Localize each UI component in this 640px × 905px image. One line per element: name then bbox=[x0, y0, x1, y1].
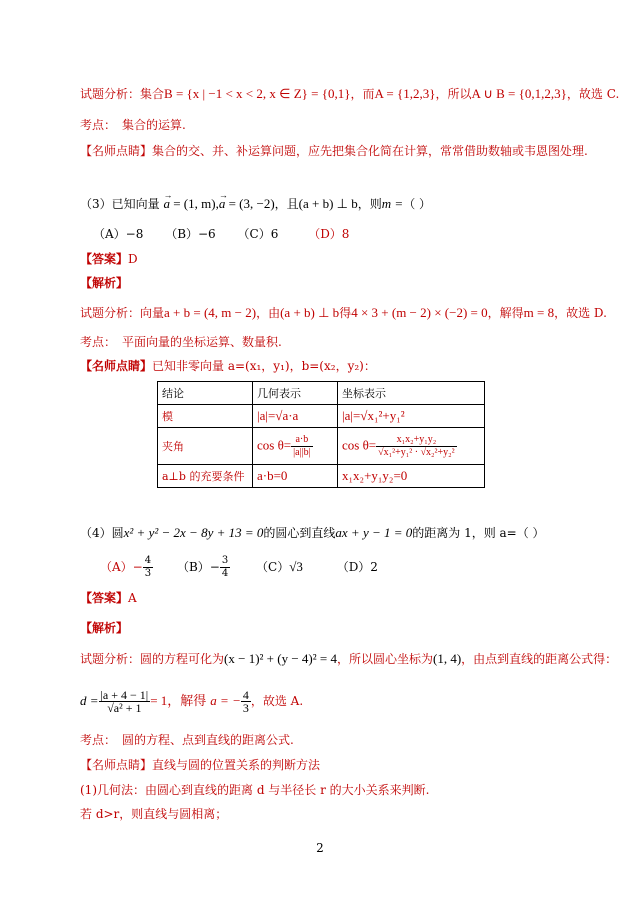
analysis-text: 得 bbox=[339, 306, 352, 320]
result-fraction bbox=[241, 689, 251, 714]
option-c-label: （C） bbox=[256, 560, 290, 574]
tip-text: 集合的交、并、补运算问题，应先把集合化简在计算，常常借助数轴或韦恩图处理. bbox=[152, 144, 588, 158]
analysis-text: ，所以圆心坐标为 bbox=[336, 652, 433, 666]
q3-unknown: m = bbox=[381, 196, 404, 211]
fraction bbox=[376, 434, 457, 459]
q4-stem-text: 的距离为 1，则 a=（ ） bbox=[412, 526, 545, 540]
distance-fraction bbox=[99, 689, 151, 714]
q2-tip bbox=[80, 143, 588, 159]
table-header: 几何表示 bbox=[253, 382, 338, 405]
fraction-numerator: 4 bbox=[144, 555, 152, 566]
kaodian-label: 考点： bbox=[80, 335, 117, 349]
vector-b-value: = (3, −2) bbox=[225, 196, 275, 211]
cos-theta: cos θ= bbox=[342, 436, 377, 452]
option-a-fraction bbox=[143, 555, 153, 580]
q4-answer bbox=[80, 590, 137, 606]
q4-kaodian bbox=[80, 732, 294, 748]
q3-tip bbox=[80, 358, 376, 374]
circle-equation: x² + y² − 2x − 8y + 13 = 0 bbox=[123, 525, 264, 540]
option-c-value: √3 bbox=[289, 559, 303, 574]
q2-kaodian bbox=[80, 117, 186, 133]
table-cell bbox=[253, 428, 338, 465]
analysis-text: ，由 bbox=[256, 306, 281, 320]
q2-formula-union: A ∪ B = {0,1,2,3} bbox=[471, 86, 567, 101]
distance-equation: = 1，解得 bbox=[150, 693, 207, 708]
vector-a-value: = (1, m), bbox=[169, 196, 219, 211]
fraction bbox=[291, 434, 312, 459]
option-a: （A）−8 bbox=[93, 227, 144, 241]
table-header-row bbox=[158, 382, 485, 405]
table-cell bbox=[338, 428, 485, 465]
option-a-sign: − bbox=[132, 560, 143, 574]
vector-condition-table bbox=[157, 381, 485, 488]
q3-condition: (a + b) ⊥ b bbox=[298, 196, 358, 211]
option-b-sign: − bbox=[209, 560, 220, 574]
fraction-numerator: 3 bbox=[221, 555, 229, 566]
table-cell: |a|=√x₁²+y₁² bbox=[338, 405, 485, 428]
vector-a: → a bbox=[163, 196, 170, 212]
kaodian-label: 考点： bbox=[80, 118, 117, 132]
kaodian-text: 集合的运算. bbox=[122, 118, 186, 132]
table-cell: 夹角 bbox=[158, 428, 253, 465]
answer-label: 【答案】 bbox=[80, 252, 129, 266]
analysis-formula: m = 8 bbox=[523, 305, 555, 320]
kaodian-text: 圆的方程、点到直线的距离公式. bbox=[122, 733, 294, 747]
option-b-fraction bbox=[220, 555, 230, 580]
fraction-denominator: 3 bbox=[144, 568, 152, 579]
q4-stem bbox=[80, 525, 545, 541]
q4-stem-text: 的圆心到直线 bbox=[263, 526, 336, 540]
q3-options bbox=[93, 226, 349, 242]
q2-analysis-label: 试题分析： bbox=[80, 87, 141, 101]
table-cell: |a|=√a·a bbox=[253, 405, 338, 428]
kaodian-label: 考点： bbox=[80, 733, 117, 747]
option-c: （C）6 bbox=[237, 227, 279, 241]
analysis-text: ，由点到直线的距离公式得： bbox=[461, 652, 618, 666]
q2-analysis-text: ，故选 C. bbox=[566, 87, 620, 101]
table-header: 坐标表示 bbox=[338, 382, 485, 405]
fraction-denominator: √a² + 1 bbox=[107, 701, 142, 715]
option-b-label: （B） bbox=[176, 560, 210, 574]
q4-method1: (1)几何法：由圆心到直线的距离 d 与半径长 r 的大小关系来判断. bbox=[80, 783, 430, 797]
q4-options bbox=[100, 552, 378, 582]
analysis-formula: 4 × 3 + (m − 2) × (−2) = 0 bbox=[351, 305, 488, 320]
page-number: 2 bbox=[316, 841, 324, 855]
kaodian-text: 平面向量的坐标运算、数量积. bbox=[122, 335, 282, 349]
analysis-formula: (a + b) ⊥ b bbox=[280, 305, 340, 320]
analysis-label: 试题分析： bbox=[80, 306, 141, 320]
table-cell: x₁x₂+y₁y₂=0 bbox=[338, 465, 485, 488]
tip-text: 直线与圆的位置关系的判断方法 bbox=[152, 758, 321, 772]
fraction-numerator: 4 bbox=[242, 688, 249, 702]
q4-analysis bbox=[80, 651, 617, 667]
fraction-denominator: 3 bbox=[242, 701, 249, 715]
tip-label: 【名师点睛】 bbox=[80, 758, 153, 772]
tip-label: 【名师点睛】 bbox=[80, 359, 153, 373]
distance-lhs: d = bbox=[80, 693, 99, 708]
fraction-denominator: |a||b| bbox=[293, 446, 311, 458]
distance-tail: ，故选 A. bbox=[250, 694, 304, 708]
q3-stem-prefix: （3）已知向量 bbox=[80, 197, 160, 211]
table-cell: a⊥b 的充要条件 bbox=[158, 465, 253, 488]
q3-stem-text: ，则 bbox=[357, 197, 382, 211]
q2-formula-b: B = {x | −1 < x < 2, x ∈ Z} = {0,1} bbox=[164, 86, 351, 101]
analysis-formula: (x − 1)² + (y − 4)² = 4 bbox=[224, 651, 337, 666]
fraction-numerator: |a + 4 − 1| bbox=[100, 688, 149, 702]
analysis-formula: (1, 4) bbox=[432, 651, 462, 666]
q2-analysis-text: ，而 bbox=[350, 87, 375, 101]
analysis-text: 向量 bbox=[140, 306, 165, 320]
answer-label: 【答案】 bbox=[80, 591, 129, 605]
cos-theta: cos θ= bbox=[257, 436, 292, 452]
q4-tip bbox=[80, 757, 320, 773]
vector-a: → a bbox=[219, 196, 226, 212]
q3-stem-text: ，且 bbox=[274, 197, 299, 211]
fraction-numerator: a·b bbox=[291, 434, 312, 447]
q3-analysis bbox=[80, 305, 607, 321]
q4-jiexi: 【解析】 bbox=[80, 621, 129, 635]
line-equation: ax + y − 1 = 0 bbox=[335, 525, 413, 540]
option-d: （D）2 bbox=[336, 560, 378, 574]
option-d: （D）8 bbox=[308, 227, 350, 241]
fraction-denominator: 4 bbox=[221, 568, 229, 579]
answer-blank: （ ） bbox=[403, 197, 432, 211]
fraction-denominator: √x₁²+y₁² · √x₂²+y₂² bbox=[378, 446, 455, 458]
q4-distance-formula bbox=[80, 682, 303, 720]
q3-answer bbox=[80, 251, 138, 267]
distance-result: a = − bbox=[210, 693, 241, 708]
q3-kaodian bbox=[80, 334, 282, 350]
q3-jiexi: 【解析】 bbox=[80, 276, 129, 290]
analysis-text: 圆的方程可化为 bbox=[140, 652, 225, 666]
option-b: （B）−6 bbox=[165, 227, 216, 241]
q2-analysis-text: ，所以 bbox=[435, 87, 472, 101]
analysis-formula: a + b = (4, m − 2) bbox=[164, 305, 257, 320]
table-row bbox=[158, 465, 485, 488]
table-cell: a·b=0 bbox=[253, 465, 338, 488]
answer-value: A bbox=[128, 591, 137, 605]
option-a-label: （A） bbox=[100, 560, 133, 574]
q3-stem bbox=[80, 196, 431, 212]
answer-value: D bbox=[128, 252, 138, 266]
q4-stem-prefix: （4）圆 bbox=[80, 526, 124, 540]
table-header: 结论 bbox=[158, 382, 253, 405]
q2-formula-a: A = {1,2,3} bbox=[374, 86, 436, 101]
analysis-text: ，故选 D. bbox=[554, 306, 607, 320]
table-cell: 模 bbox=[158, 405, 253, 428]
table-row bbox=[158, 405, 485, 428]
analysis-label: 试题分析： bbox=[80, 652, 141, 666]
q2-analysis bbox=[80, 86, 619, 102]
tip-label: 【名师点睛】 bbox=[80, 144, 153, 158]
q4-method1-case: 若 d>r，则直线与圆相离； bbox=[80, 807, 228, 821]
analysis-text: ，解得 bbox=[487, 306, 524, 320]
fraction-numerator: x₁x₂+y₁y₂ bbox=[376, 434, 457, 447]
table-row bbox=[158, 428, 485, 465]
q2-analysis-text: 集合 bbox=[140, 87, 165, 101]
tip-text: 已知非零向量 a=(x₁，y₁)，b=(x₂，y₂)： bbox=[152, 359, 376, 373]
